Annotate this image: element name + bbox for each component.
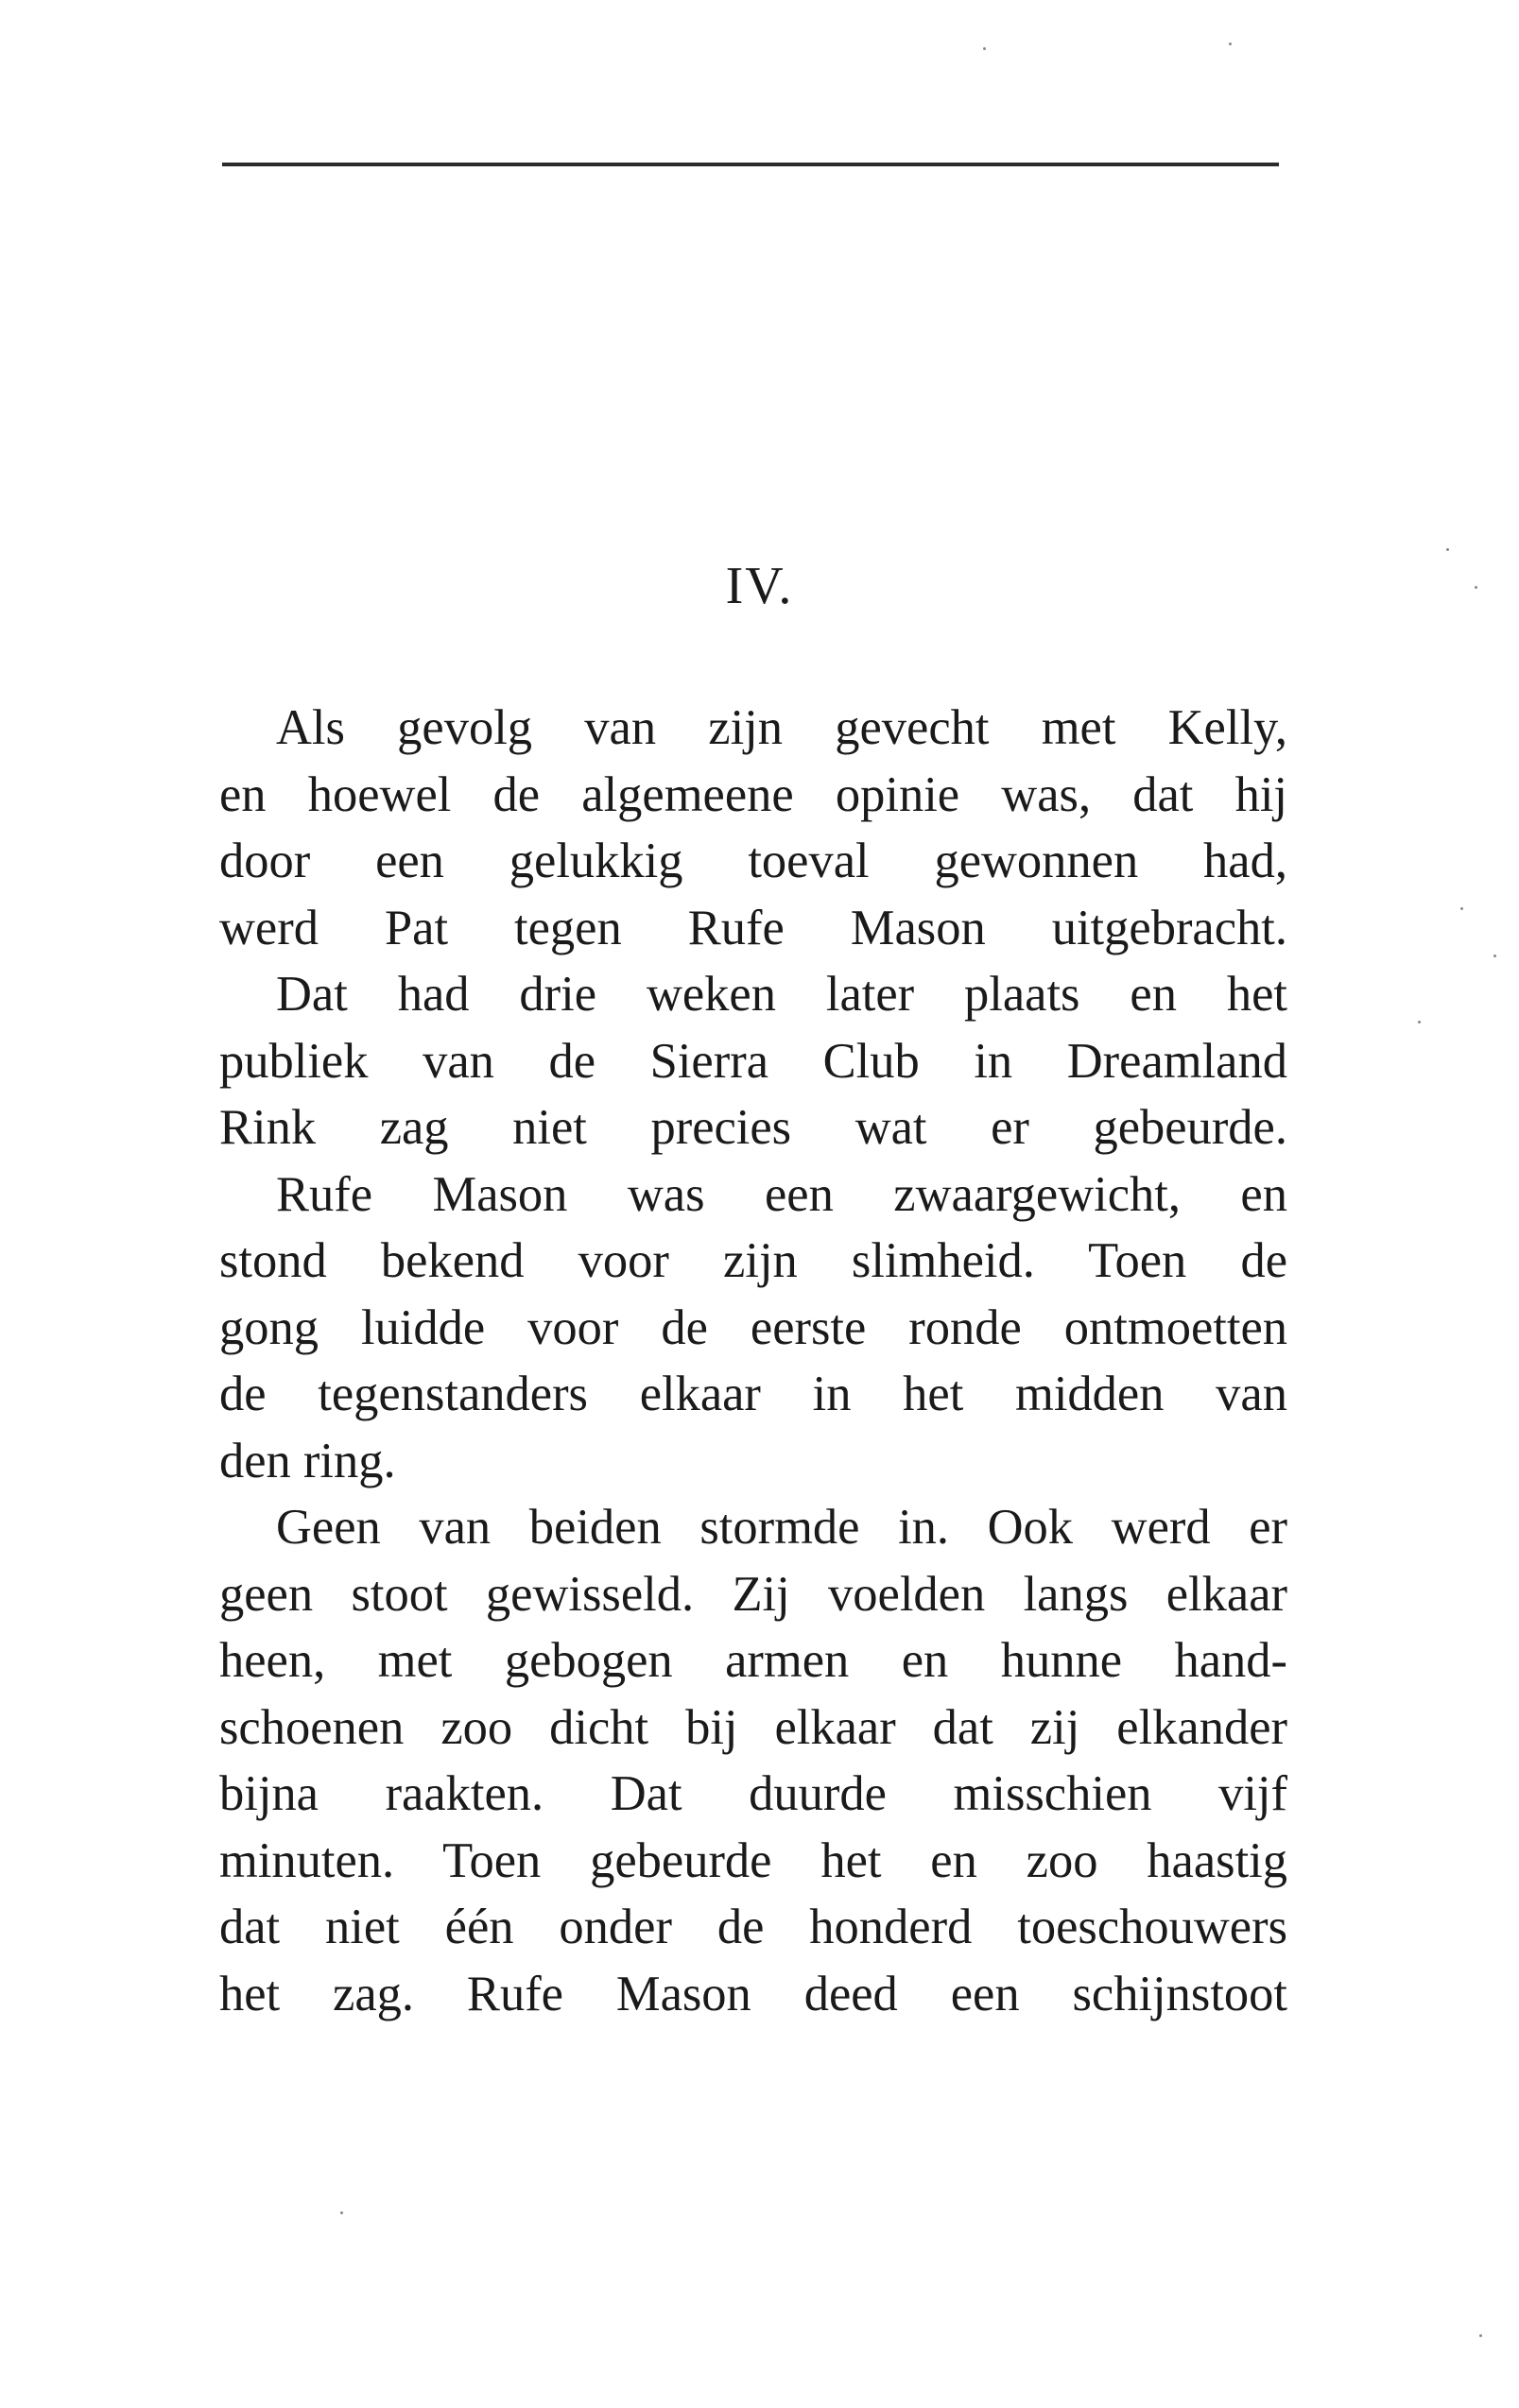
paper-speck <box>1446 548 1449 551</box>
text-line: en hoewel de algemeene opinie was, dat hij <box>219 766 1287 822</box>
text-line: den ring. <box>219 1433 396 1488</box>
paper-speck <box>1479 2334 1482 2337</box>
text-line: publiek van de Sierra Club in Dreamland <box>219 1033 1287 1089</box>
text-line: minuten. Toen gebeurde het en zoo haastig <box>219 1832 1287 1888</box>
text-line: de tegenstanders elkaar in het midden van <box>219 1367 1287 1421</box>
text-line: gong luidde voor de eerste ronde ontmoetten <box>219 1299 1287 1355</box>
paper-speck <box>1475 586 1477 589</box>
text-line: Rufe Mason was een zwaargewicht, en <box>276 1166 1287 1222</box>
paper-speck <box>1493 955 1496 957</box>
paper-speck <box>340 2211 343 2214</box>
text-line: dat niet één onder de honderd toeschouwers <box>219 1900 1287 1954</box>
text-line: stond bekend voor zijn slimheid. Toen de <box>219 1233 1287 1288</box>
text-line: werd Pat tegen Rufe Mason uitgebracht. <box>219 900 1287 955</box>
text-line: Geen van beiden stormde in. Ook werd er <box>276 1500 1287 1555</box>
paper-speck <box>983 47 986 50</box>
text-line: door een gelukkig toeval gewonnen had, <box>219 834 1287 888</box>
text-line: het zag. Rufe Mason deed een schijnstoot <box>219 1966 1287 2021</box>
text-line: geen stoot gewisseld. Zij voelden langs elkaar <box>219 1566 1287 1622</box>
paper-speck <box>1460 907 1463 910</box>
text-line: Dat had drie weken later plaats en het <box>276 967 1287 1022</box>
text-line: bijna raakten. Dat duurde misschien vijf <box>219 1766 1287 1821</box>
paper-speck <box>1418 1021 1421 1023</box>
top-rule <box>222 163 1279 166</box>
chapter-heading: IV. <box>725 557 794 615</box>
text-line: schoenen zoo dicht bij elkaar dat zij elkander <box>219 1699 1287 1755</box>
text-line: heen, met gebogen armen en hunne hand- <box>219 1633 1287 1688</box>
text-line: Rink zag niet precies wat er gebeurde. <box>219 1100 1287 1155</box>
text-line: Als gevolg van zijn gevecht met Kelly, <box>276 700 1287 755</box>
paper-speck <box>1229 43 1232 45</box>
body-text <box>219 695 1287 2027</box>
